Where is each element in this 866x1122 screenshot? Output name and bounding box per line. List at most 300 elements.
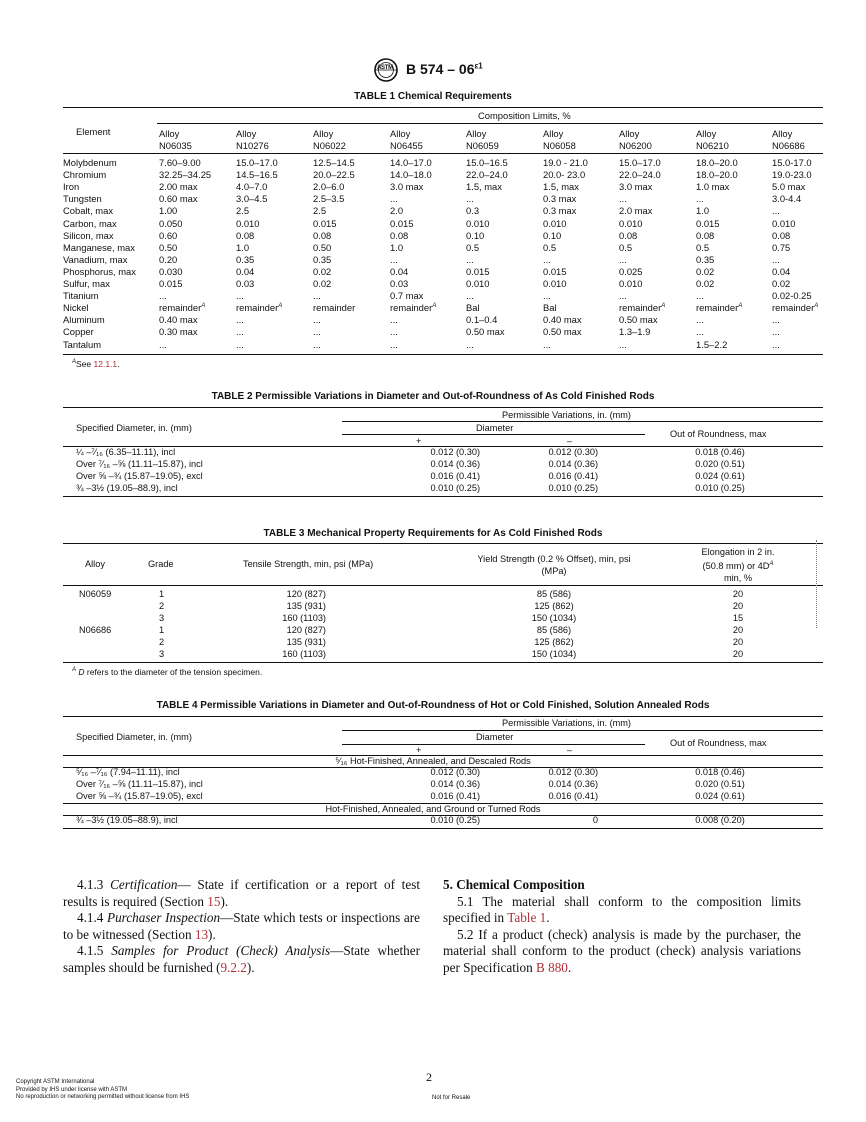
table2-top-rule <box>63 407 823 408</box>
table1-value-cell: 14.5–16.5 <box>236 169 278 181</box>
table1-element-header: Element <box>76 126 111 137</box>
table2-plus-cell: 0.016 (0.41) <box>430 471 480 481</box>
table1-footnote-end: . <box>117 359 120 369</box>
table2-plus-cell: 0.010 (0.25) <box>430 483 480 493</box>
table2-diameter-cell: ¾ –3½ (19.05–88.9), incl <box>76 483 178 493</box>
table1-value-cell: 0.08 <box>390 229 409 241</box>
table1-value-cell: 0.10 <box>466 229 485 241</box>
table3-tensile-cell: 135 (931) <box>286 637 326 647</box>
table1-value-cell: 0.40 max <box>543 314 582 326</box>
table1-value-cell: ... <box>466 290 474 302</box>
table4-col-spec: Specified Diameter, in. (mm) <box>76 732 192 742</box>
table4-diameter-cell: ⁵⁄₁₆ –⁷⁄₁₆ (7.94–11.11), incl <box>76 767 180 777</box>
margin-change-bar <box>816 540 818 628</box>
table3-yield-cell: 125 (862) <box>534 601 574 611</box>
table1-alloy-header <box>390 128 423 152</box>
table1-value-cell: 32.25–34.25 <box>159 169 212 181</box>
table3-title: TABLE 3 Mechanical Property Requirements for As Cold Finished Rods <box>263 528 603 539</box>
table1-alloy-code: N06035 <box>159 140 192 151</box>
table1-value-cell: 0.50 <box>313 241 332 253</box>
table1-value-cell: ... <box>772 205 780 217</box>
table4-top-rule <box>63 716 823 717</box>
table3-footnote-text: refers to the diameter of the tension specimen. <box>84 667 263 677</box>
table1-alloy-header <box>159 128 192 152</box>
table1-value-cell: 0.20 <box>159 253 178 265</box>
table1-value-cell: 22.0–24.0 <box>466 169 508 181</box>
term-samples: Samples for Product (Check) Analysis <box>111 943 331 959</box>
table3-elong-line3: min, % <box>723 573 753 584</box>
table1-value-cell: 0.010 <box>236 217 260 229</box>
table2-oor-cell: 0.010 (0.25) <box>695 483 745 493</box>
table3-elong-cell: 20 <box>732 601 744 611</box>
para-4-1-5: 4.1.5 Samples for Product (Check) Analysis—State whether samples should be furnished (9.2.2). <box>63 943 420 975</box>
footer-line2: Provided by IHS under license with ASTM <box>16 1086 128 1093</box>
table3-yield-cell: 85 (586) <box>536 625 572 635</box>
table3-yield-cell: 150 (1034) <box>531 649 577 659</box>
link-b880[interactable]: B 880 <box>536 959 568 975</box>
table1-value-cell: 1.0 <box>236 241 250 253</box>
table1-value-cell: 0.04 <box>772 265 791 277</box>
table1-value-cell: ... <box>619 193 627 205</box>
table1-value-cell: ... <box>390 253 398 265</box>
footer-line1: Copyright ASTM International <box>16 1079 95 1085</box>
table1-value-cell: 0.3 <box>466 205 480 217</box>
table3-col-yield: Yield Strength (0.2 % Offset), min, psi (MPa) <box>477 554 631 576</box>
table1-alloy-code: N06686 <box>772 140 805 151</box>
table1-value-cell: ... <box>543 253 551 265</box>
table1-value-cell: 18.0–20.0 <box>696 169 738 181</box>
table1-value-cell: ... <box>390 326 398 338</box>
designation <box>406 61 483 77</box>
table1-alloy-header <box>236 128 269 152</box>
table1-value-cell: ... <box>236 290 244 302</box>
table1-title: TABLE 1 Chemical Requirements <box>354 91 512 102</box>
table2-col-diam: Diameter <box>476 423 514 433</box>
table1-value-cell: 0.030 <box>159 265 183 277</box>
table1-value-cell: 4.0–7.0 <box>236 181 268 193</box>
table1-footnote-text: See <box>76 359 94 369</box>
table2-title: TABLE 2 Permissible Variations in Diameter and Out-of-Roundness of As Cold Finished Rods <box>211 391 655 402</box>
table1-alloy-word: Alloy <box>696 128 717 139</box>
table3-grade-cell: 3 <box>159 613 165 623</box>
table1-alloy-word: Alloy <box>772 128 793 139</box>
table2-bottom-rule <box>63 496 823 497</box>
table1-element-cell: Silicon, max <box>63 229 114 241</box>
table1-value-cell: ... <box>696 290 704 302</box>
table1-alloy-code: N10276 <box>236 140 269 151</box>
table1-value-cell: 1.5, max <box>543 181 579 193</box>
table2-diameter-cell: Over ⅝ –¾ (15.87–19.05), excl <box>76 471 203 481</box>
table1-value-cell: 0.5 <box>466 241 480 253</box>
table1-value-cell: 0.010 <box>772 217 796 229</box>
table1-value-cell: ... <box>313 314 321 326</box>
table1-value-cell: 15.0–16.5 <box>466 157 508 168</box>
table1-value-cell: 0.10 <box>543 229 562 241</box>
table3-grade-cell: 2 <box>159 601 165 611</box>
table1-element-cell: Cobalt, max <box>63 205 114 217</box>
link-9-2-2[interactable]: 9.2.2 <box>220 959 247 975</box>
table1-value-sup: A <box>201 303 206 310</box>
table1-value-cell: ... <box>772 314 780 326</box>
table1-value-cell: 0.35 <box>313 253 332 265</box>
table1-value-cell: 1.0 <box>696 205 710 217</box>
table1-alloy-code: N06059 <box>466 140 499 151</box>
not-for-resale: Not for Resale <box>432 1095 471 1101</box>
table1-value-cell: 1.3–1.9 <box>619 326 651 338</box>
astm-logo <box>372 58 400 82</box>
table4-plus-cell: 0.012 (0.30) <box>430 767 480 777</box>
para-5-1: 5.1 The material shall conform to the composition limits specified in Table 1. <box>443 893 801 926</box>
table1-value-cell: 20.0- 23.0 <box>543 169 586 181</box>
table1-bottom-rule <box>63 354 823 355</box>
table1-value-cell: remainder$^A$ <box>772 302 819 314</box>
table1-value-cell: 0.08 <box>696 229 715 241</box>
table1-footnote <box>72 359 120 369</box>
table1-value-cell: 0.04 <box>236 265 255 277</box>
table1-value-cell: ... <box>772 253 780 265</box>
table3-grade-cell: 2 <box>159 637 165 647</box>
table1-value-cell: 0.08 <box>236 229 255 241</box>
footer-line3: No reproduction or networking permitted without license from IHS <box>16 1094 190 1100</box>
table2-oor-cell: 0.020 (0.51) <box>695 459 745 469</box>
table1-value-cell: 0.50 max <box>466 326 505 338</box>
table3-col-elongation <box>690 546 786 584</box>
table1-value-cell: ... <box>696 314 704 326</box>
table1-value-sup: A <box>814 303 819 310</box>
astm-logo-text: ASTM <box>377 65 393 71</box>
table3-grade-cell: 1 <box>159 625 165 635</box>
table2-oor-cell: 0.024 (0.61) <box>695 471 745 481</box>
table1-element-cell: Iron <box>63 181 80 193</box>
table1-element-cell: Titanium <box>63 290 99 302</box>
table3-grade-cell: 1 <box>159 589 165 599</box>
table1-value-cell: 0.02 <box>696 265 715 277</box>
table4-diam-rule <box>342 744 645 745</box>
table1-element-cell: Carbon, max <box>63 217 117 229</box>
table1-value-cell: 0.02 <box>313 265 332 277</box>
table1-value-cell: 2.5 <box>313 205 327 217</box>
table1-value-cell: 1.00 <box>159 205 178 217</box>
table1-value-cell: 19.0-23.0 <box>772 169 812 181</box>
table1-value-cell: 1.5, max <box>466 181 502 193</box>
table1-value-cell: 0.40 max <box>159 314 198 326</box>
table2-minus-cell: 0.014 (0.36) <box>548 459 598 469</box>
table3-alloy-cell: N06059 <box>79 589 112 599</box>
table1-alloy-code: N06200 <box>619 140 652 151</box>
table3-bottom-rule <box>63 662 823 663</box>
table1-alloy-header <box>696 128 729 152</box>
table1-value-cell: ... <box>313 290 321 302</box>
table4-plus-cell: 0.014 (0.36) <box>430 779 480 789</box>
table1-value-cell: 0.35 <box>236 253 255 265</box>
table3-yield-cell: 150 (1034) <box>531 613 577 623</box>
table4-col-perm: Permissible Variations, in. (mm) <box>502 718 631 728</box>
table4-oor-cell: 0.018 (0.46) <box>695 767 745 777</box>
term-purchaser-inspection: Purchaser Inspection <box>107 910 221 926</box>
table1-value-cell: ... <box>159 338 167 350</box>
table1-value-cell: 0.1–0.4 <box>466 314 498 326</box>
table1-value-cell: 0.015 <box>159 278 183 289</box>
table1-value-cell: 0.015 <box>543 265 567 277</box>
table2-minus-cell: 0.016 (0.41) <box>548 471 598 481</box>
table1-value-cell: 0.015 <box>466 265 490 277</box>
table1-value-cell: ... <box>619 338 627 350</box>
right-column <box>443 877 801 977</box>
table1-value-cell: 5.0 max <box>772 181 806 193</box>
table1-value-cell: 0.02 <box>696 278 715 289</box>
table4-plus-cell: 0.016 (0.41) <box>430 791 480 801</box>
designation-sup: ε1 <box>474 61 483 71</box>
table3-footnote <box>72 667 262 677</box>
table4-oor-cell: 0.008 (0.20) <box>695 815 745 825</box>
table3-tensile-cell: 135 (931) <box>286 601 326 611</box>
table4-section2: Hot-Finished, Annealed, and Ground or Turned Rods <box>325 804 541 814</box>
table2-minus-cell: 0.010 (0.25) <box>548 483 598 493</box>
table1-value-cell: 3.0–4.5 <box>236 193 268 205</box>
table3-col-alloy: Alloy <box>85 559 105 569</box>
table1-value-cell: 0.5 <box>543 241 557 253</box>
table1-value-cell: 0.35 <box>696 253 715 265</box>
table1-value-cell: 0.025 <box>619 265 643 277</box>
table4-col-oor: Out of Roundness, max <box>670 738 767 748</box>
table1-alloy-header <box>619 128 652 152</box>
table1-value-cell: 3.0 max <box>619 181 653 193</box>
table1-value-cell: ... <box>466 253 474 265</box>
table1-value-cell: ... <box>466 193 474 205</box>
link-section-15[interactable]: 15 <box>207 893 221 909</box>
table3-tensile-cell: 160 (1103) <box>282 649 326 659</box>
table1-value-cell: remainder$^A$ <box>619 302 666 314</box>
table1-value-cell: 0.02 <box>313 278 332 289</box>
table1-alloy-word: Alloy <box>159 128 180 139</box>
table2-col-plus: + <box>416 436 422 446</box>
link-table-1[interactable]: Table 1 <box>507 910 547 926</box>
table3-yield-cell: 85 (586) <box>536 589 572 599</box>
table1-value-cell: 0.04 <box>390 265 409 277</box>
table1-value-sup: A <box>661 303 666 310</box>
table3-header-rule <box>63 585 823 586</box>
table1-value-cell: 0.3 max <box>543 193 577 205</box>
table1-value-cell: 0.015 <box>390 217 414 229</box>
table1-alloy-code: N06455 <box>390 140 423 151</box>
table4-bottom-rule <box>63 828 823 829</box>
page-number: 2 <box>426 1070 432 1084</box>
table1-value-cell: 20.0–22.5 <box>313 169 355 181</box>
table1-alloy-code: N06058 <box>543 140 576 151</box>
table1-value-cell: remainder$^A$ <box>696 302 743 314</box>
table1-alloy-header <box>543 128 576 152</box>
table1-value-cell: 0.60 max <box>159 193 198 205</box>
table1-value-cell: ... <box>236 326 244 338</box>
term-certification: Certification <box>110 877 178 892</box>
left-column <box>63 877 420 977</box>
table1-value-cell: 14.0–18.0 <box>390 169 432 181</box>
table1-footnote-sup: A <box>72 359 77 366</box>
table4-minus-cell: 0.014 (0.36) <box>548 779 598 789</box>
table1-element-cell: Tantalum <box>63 338 102 350</box>
table1-value-cell: 15.0–17.0 <box>619 157 661 168</box>
table3-top-rule <box>63 543 823 544</box>
table1-value-cell: 0.010 <box>543 278 567 289</box>
footer-copyright <box>16 1079 189 1102</box>
table1-value-cell: ... <box>390 338 398 350</box>
table1-value-cell: ... <box>543 290 551 302</box>
link-section-13[interactable]: 13 <box>194 926 209 942</box>
table1-value-cell: remainder$^A$ <box>159 302 206 314</box>
table3-elong-cell: 20 <box>732 589 744 599</box>
table1-alloy-word: Alloy <box>466 128 487 139</box>
table1-value-sup: A <box>432 303 437 310</box>
section-5-heading: 5. Chemical Composition <box>443 877 585 892</box>
table4-diameter-cell: Over ⅝ –¾ (15.87–19.05), excl <box>76 791 203 801</box>
table2-minus-cell: 0.012 (0.30) <box>548 447 598 457</box>
table1-value-cell: 0.010 <box>466 217 490 229</box>
table1-alloy-word: Alloy <box>390 128 411 139</box>
designation-text: B 574 – 06 <box>406 61 475 77</box>
table2-diam-rule <box>342 434 645 435</box>
table1-element-cell: Sulfur, max <box>63 278 110 289</box>
table1-value-cell: ... <box>543 338 551 350</box>
table1-value-cell: ... <box>313 338 321 350</box>
table1-value-cell: 12.5–14.5 <box>313 157 355 168</box>
table1-value-cell: 0.050 <box>159 217 183 229</box>
table2-col-perm: Permissible Variations, in. (mm) <box>502 410 631 420</box>
table1-alloy-word: Alloy <box>543 128 564 139</box>
table1-value-cell: 0.50 max <box>543 326 582 338</box>
table4-diameter-cell: Over ⁷⁄₁₆ –⅝ (11.11–15.87), incl <box>76 779 203 789</box>
table1-value-cell: Bal <box>543 302 557 314</box>
table1-value-cell: 0.010 <box>619 217 643 229</box>
table1-value-cell: 0.60 <box>159 229 178 241</box>
table1-value-cell: 0.08 <box>619 229 638 241</box>
table4-perm-rule <box>342 730 823 731</box>
table3-tensile-cell: 160 (1103) <box>282 613 326 623</box>
table1-value-cell: 2.0 <box>390 205 404 217</box>
table1-value-cell: remainder$^A$ <box>236 302 283 314</box>
table1-value-cell: 2.00 max <box>159 181 198 193</box>
table1-value-cell: 15.0-17.0 <box>772 157 812 168</box>
table1-element-cell: Phosphorus, max <box>63 265 136 277</box>
table3-footnote-sup: A <box>72 667 77 674</box>
table2-perm-rule <box>342 421 823 422</box>
table1-value-cell: 19.0 - 21.0 <box>543 157 588 168</box>
table1-value-cell: ... <box>390 193 398 205</box>
table1-value-cell: 2.0 max <box>619 205 653 217</box>
table3-elong-cell: 20 <box>732 625 744 635</box>
table1-value-cell: 22.0–24.0 <box>619 169 661 181</box>
document-header <box>0 56 866 86</box>
table1-alloy-header <box>466 128 499 152</box>
table3-grade-cell: 3 <box>159 649 165 659</box>
table1-group-rule <box>157 123 823 124</box>
table1-value-cell: remainder <box>313 302 356 314</box>
table4-minus-cell: 0.016 (0.41) <box>548 791 598 801</box>
table1-alloy-header <box>313 128 346 152</box>
table1-value-cell: 0.50 max <box>619 314 658 326</box>
table3-col-tensile: Tensile Strength, min, psi (MPa) <box>243 559 374 569</box>
table2-diameter-cell: ¼ –⁷⁄₁₆ (6.35–11.11), incl <box>76 447 176 457</box>
table2-plus-cell: 0.014 (0.36) <box>430 459 480 469</box>
table1-value-cell: ... <box>696 193 704 205</box>
table1-value-cell: ... <box>619 253 627 265</box>
table1-top-rule <box>63 107 823 108</box>
table1-value-cell: 18.0–20.0 <box>696 157 738 168</box>
table1-value-cell: Bal <box>466 302 480 314</box>
table1-group-header: Composition Limits, % <box>478 110 571 121</box>
table1-value-cell: 7.60–9.00 <box>159 157 201 168</box>
table3-elong-cell: 15 <box>732 613 744 623</box>
table3-elong-cell: 20 <box>732 649 744 659</box>
table1-element-cell: Vanadium, max <box>63 253 128 265</box>
table1-value-cell: ... <box>772 326 780 338</box>
table3-alloy-cell: N06686 <box>79 625 112 635</box>
table1-value-cell: 0.7 max <box>390 290 424 302</box>
table1-value-cell: 1.0 max <box>696 181 730 193</box>
table4-oor-cell: 0.020 (0.51) <box>695 779 745 789</box>
table2-col-spec: Specified Diameter, in. (mm) <box>76 423 192 433</box>
table3-elong-cell: 20 <box>732 637 744 647</box>
table1-value-cell: 0.015 <box>696 217 720 229</box>
table1-value-cell: 0.50 <box>159 241 178 253</box>
table1-value-cell: 0.03 <box>390 278 409 289</box>
table3-tensile-cell: 120 (827) <box>286 589 326 599</box>
table1-alloy-word: Alloy <box>236 128 257 139</box>
table1-value-cell: 0.010 <box>543 217 567 229</box>
table1-alloy-header <box>772 128 805 152</box>
table1-value-cell: 2.0–6.0 <box>313 181 345 193</box>
table4-minus-cell: 0 <box>592 815 598 825</box>
table1-value-cell: 0.5 <box>619 241 633 253</box>
table4-col-minus: – <box>567 745 573 755</box>
table3-elong-line2: (50.8 mm) or $4D^A$ <box>702 561 774 572</box>
table1-value-cell: ... <box>236 338 244 350</box>
table1-value-cell: 0.5 <box>696 241 710 253</box>
table1-value-cell: 1.0 <box>390 241 404 253</box>
table1-value-cell: 0.010 <box>466 278 490 289</box>
table1-alloy-word: Alloy <box>619 128 640 139</box>
table1-element-cell: Tungsten <box>63 193 102 205</box>
table1-element-cell: Molybdenum <box>63 157 117 168</box>
table3-yield-cell: 125 (862) <box>534 637 574 647</box>
table4-section1: ⁵⁄₁₆ Hot-Finished, Annealed, and Descaled Rods <box>335 756 531 766</box>
table1-element-cell: Aluminum <box>63 314 105 326</box>
table1-value-cell: 0.02 <box>772 278 791 289</box>
table1-value-sup: A <box>738 303 743 310</box>
table1-value-cell: ... <box>390 314 398 326</box>
table1-value-cell: 0.08 <box>313 229 332 241</box>
table1-value-cell: ... <box>466 338 474 350</box>
table4-col-diam: Diameter <box>476 732 514 742</box>
table1-value-cell: ... <box>696 326 704 338</box>
table1-value-cell: remainder$^A$ <box>390 302 437 314</box>
table1-value-cell: 0.3 max <box>543 205 577 217</box>
para-4-1-4: 4.1.4 Purchaser Inspection—State which tests or inspections are to be witnessed (Section 13). <box>63 910 420 942</box>
table1-alloy-code: N06022 <box>313 140 346 151</box>
table1-footnote-link[interactable]: 12.1.1 <box>93 359 118 369</box>
table1-value-cell: ... <box>313 326 321 338</box>
table2-col-oor: Out of Roundness, max <box>670 429 767 439</box>
para-5-2: 5.2 If a product (check) analysis is made by the purchaser, the material shall conform to the product (check) analysis variations per Specification B 880. <box>443 926 801 975</box>
table1-value-cell: 3.0-4.4 <box>772 193 802 205</box>
table3-footnote-d: D <box>78 667 85 677</box>
table1-value-cell: 2.5–3.5 <box>313 193 345 205</box>
table1-element-cell: Manganese, max <box>63 241 135 253</box>
table1-value-sup: A <box>278 303 283 310</box>
table4-plus-cell: 0.010 (0.25) <box>430 815 480 825</box>
table1-value-cell: 0.03 <box>236 278 255 289</box>
table1-value-cell: ... <box>772 338 780 350</box>
table2-col-minus: – <box>567 436 573 446</box>
